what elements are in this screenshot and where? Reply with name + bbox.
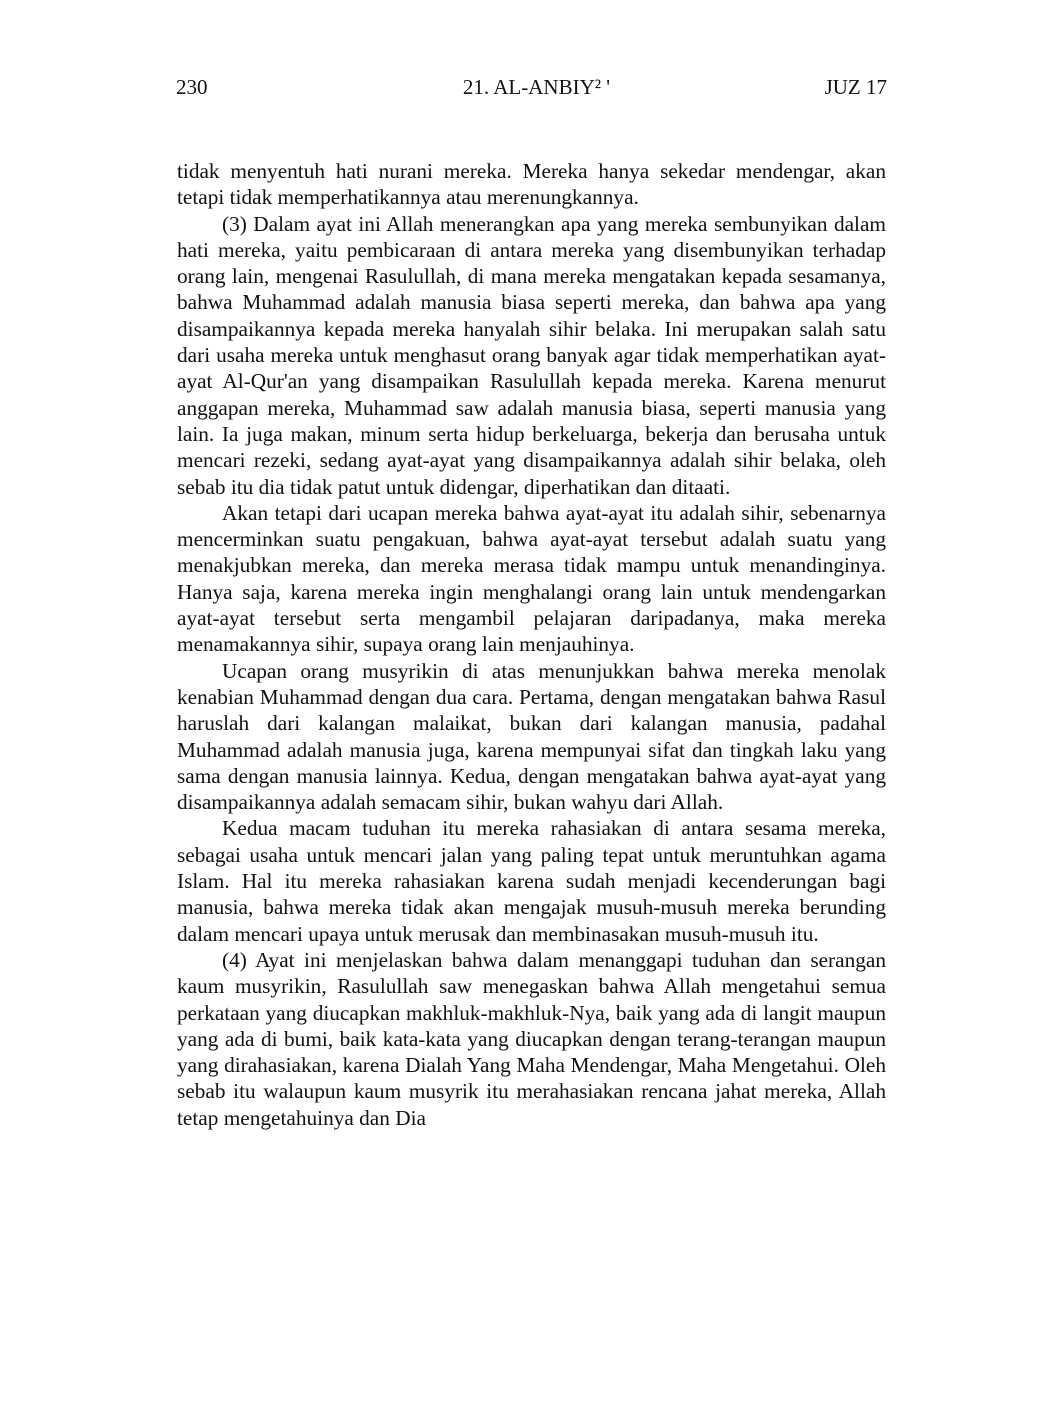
page-number: 230 bbox=[176, 75, 208, 99]
paragraph-continuation: tidak menyentuh hati nurani mereka. Mereka hanya sekedar mendengar, akan tetapi tidak memperhatikannya atau merenungkannya. bbox=[177, 159, 886, 210]
page-header bbox=[176, 72, 887, 102]
paragraph-verse-3-explanation: (3) Dalam ayat ini Allah menerangkan apa yang mereka sembunyikan dalam hati mereka, yaitu pembicaraan di antara mereka yang disembunyikan terhadap orang lain, mengenai Rasulullah, di mana mereka mengatakan kepada sesamanya, bahwa Muhammad adalah manusia biasa seperti mereka, dan bahwa apa yang disampaikannya kepada mereka hanyalah sihir belaka. Ini merupakan salah satu dari usaha mereka untuk menghasut orang banyak agar tidak memperhatikan ayat-ayat Al-Qur'an yang disampaikan Rasulullah kepada mereka. Karena menurut anggapan mereka, Muhammad saw adalah manusia biasa, seperti manusia yang lain. Ia juga makan, minum serta hidup berkeluarga, bekerja dan berusaha untuk mencari rezeki, sedang ayat-ayat yang disampaikannya adalah sihir belaka, oleh sebab itu dia tidak patut untuk didengar, diperhatikan dan ditaati. bbox=[177, 211, 886, 499]
paragraph-two-ways-rejection: Ucapan orang musyrikin di atas menunjukkan bahwa mereka menolak kenabian Muhammad dengan dua cara. Pertama, dengan mengatakan bahwa Rasul haruslah dari kalangan malaikat, bukan dari kalangan manusia, padahal Muhammad adalah manusia juga, karena mempunyai sifat dan tingkah laku yang sama dengan manusia lainnya. Kedua, dengan mengatakan bahwa ayat-ayat yang disampaikannya adalah semacam sihir, bukan wahyu dari Allah. bbox=[177, 658, 886, 815]
body-text bbox=[177, 158, 886, 1131]
paragraph-sihir-acknowledgement: Akan tetapi dari ucapan mereka bahwa ayat-ayat itu adalah sihir, sebenarnya mencerminkan suatu pengakuan, bahwa ayat-ayat tersebut adalah suatu yang menakjubkan mereka, dan mereka merasa tidak mampu untuk menandinginya. Hanya saja, karena mereka ingin menghalangi orang lain untuk mendengarkan ayat-ayat tersebut serta mengambil pelajaran daripadanya, maka mereka menamakannya sihir, supaya orang lain menjauhinya. bbox=[177, 500, 886, 657]
juz-label: JUZ 17 bbox=[824, 75, 887, 99]
paragraph-secret-accusations: Kedua macam tuduhan itu mereka rahasiakan di antara sesama mereka, sebagai usaha untuk mencari jalan yang paling tepat untuk meruntuhkan agama Islam. Hal itu mereka rahasiakan karena sudah menjadi kecenderungan bagi manusia, bahwa mereka tidak akan mengajak musuh-musuh mereka berunding dalam mencari upaya untuk merusak dan membinasakan musuh-musuh itu. bbox=[177, 816, 886, 946]
paragraph-verse-4-explanation: (4) Ayat ini menjelaskan bahwa dalam menanggapi tuduhan dan serangan kaum musyrikin, Rasulullah saw menegaskan bahwa Allah mengetahui semua perkataan yang diucapkan makhluk-makhluk-Nya, baik yang ada di langit maupun yang ada di bumi, baik kata-kata yang diucapkan dengan terang-terangan maupun yang dirahasiakan, karena Dialah Yang Maha Mendengar, Maha Mengetahui. Oleh sebab itu walaupun kaum musyrik itu merahasiakan rencana jahat mereka, Allah tetap mengetahuinya dan Dia bbox=[177, 947, 886, 1130]
chapter-title: 21. AL-ANBIY² ' bbox=[462, 75, 611, 99]
